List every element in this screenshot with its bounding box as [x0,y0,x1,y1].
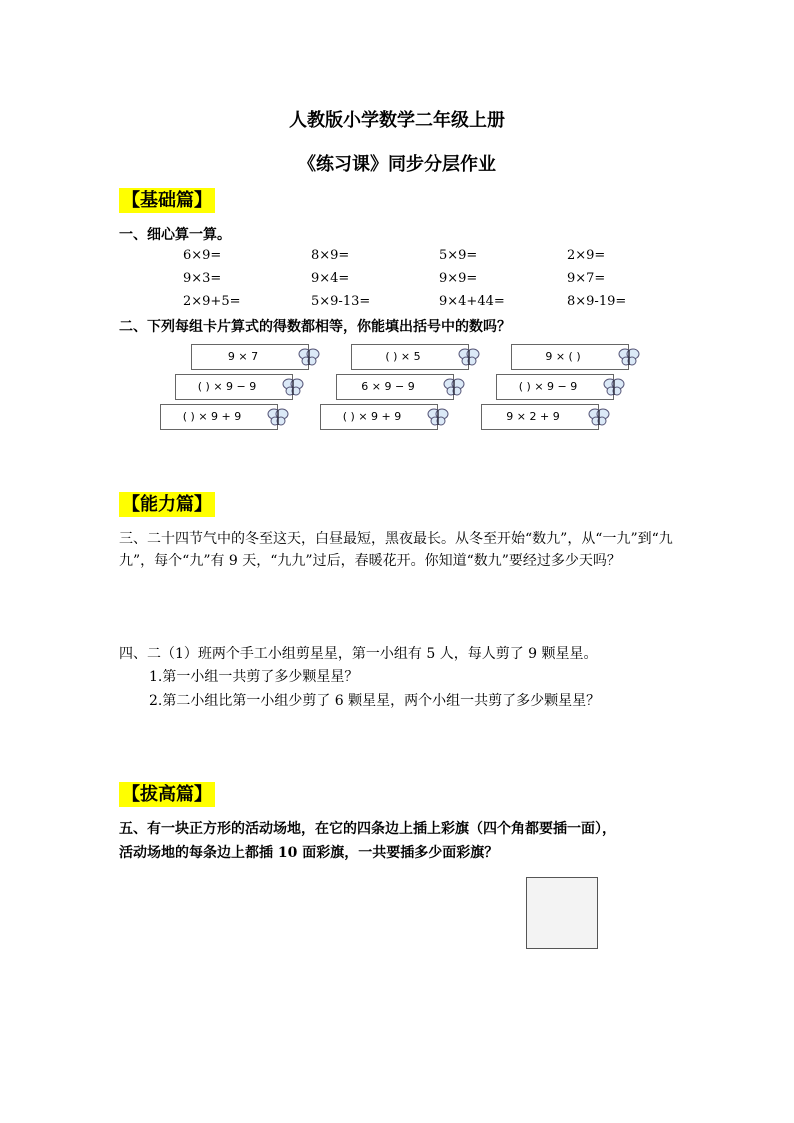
question-1-label: 一、细心算一算。 [119,227,231,243]
page-subtitle: 《练习课》同步分层作业 [298,154,496,175]
equation-card [160,404,278,430]
calc-item: 9×9= [439,271,478,286]
calc-item: 9×4+44= [439,294,505,309]
card-text: ( ) × 9 + 9 [182,410,242,423]
butterfly-icon [618,346,640,368]
butterfly-icon [443,376,465,398]
calc-item: 2×9+5= [183,294,241,309]
calc-item: 8×9= [311,248,350,263]
equation-card [320,404,438,430]
section-basic: 【基础篇】 [119,188,215,213]
question-5-line-2: 活动场地的每条边上都插 10 面彩旗，一共要插多少面彩旗？ [119,845,499,861]
butterfly-icon [267,406,289,428]
equation-card [191,344,309,370]
card-text: ( ) × 9 − 9 [518,380,578,393]
calc-item: 5×9-13= [311,294,371,309]
card-text: ( ) × 9 − 9 [197,380,257,393]
calc-item: 6×9= [183,248,222,263]
card-text: 9 × 2 + 9 [506,410,560,423]
equation-card [496,374,614,400]
equation-card [336,374,454,400]
equation-card [175,374,293,400]
calc-item: 2×9= [567,248,606,263]
square-field-figure [526,877,598,949]
calc-item: 9×4= [311,271,350,286]
page-title: 人教版小学数学二年级上册 [289,110,505,131]
question-4-sub-1: 1.第一小组一共剪了多少颗星星？ [149,669,359,685]
card-text: 9 × ( ) [545,350,581,363]
equation-card [481,404,599,430]
question-5-line-1: 五、有一块正方形的活动场地，在它的四条边上插上彩旗（四个角都要插一面）， [119,821,616,837]
calc-item: 5×9= [439,248,478,263]
butterfly-icon [588,406,610,428]
section-ability: 【能力篇】 [119,492,215,517]
question-4-sub-2: 2.第二小组比第一小组少剪了 6 颗星星，两个小组一共剪了多少颗星星？ [149,693,601,709]
card-text: 9 × 7 [227,350,259,363]
question-3-text: 三、二十四节气中的冬至这天，白昼最短，黑夜最长。从冬至开始“数九”，从“一九”到“九九”，每个“九”有 9 天，“九九”过后，春暖花开。你知道“数九”要经过多少天吗？ [119,531,673,569]
card-text: ( ) × 9 + 9 [342,410,402,423]
equation-card [511,344,629,370]
card-text: 6 × 9 − 9 [361,380,415,393]
butterfly-icon [282,376,304,398]
section-advanced: 【拔高篇】 [119,782,215,807]
equation-card [351,344,469,370]
butterfly-icon [458,346,480,368]
question-4-label: 四、二（1）班两个手工小组剪星星，第一小组有 5 人，每人剪了 9 颗星星。 [119,646,598,662]
butterfly-icon [427,406,449,428]
butterfly-icon [603,376,625,398]
calc-item: 9×3= [183,271,222,286]
calc-item: 9×7= [567,271,606,286]
question-2-label: 二、下列每组卡片算式的得数都相等，你能填出括号中的数吗？ [119,319,511,335]
card-text: ( ) × 5 [385,350,421,363]
butterfly-icon [298,346,320,368]
calc-item: 8×9-19= [567,294,627,309]
